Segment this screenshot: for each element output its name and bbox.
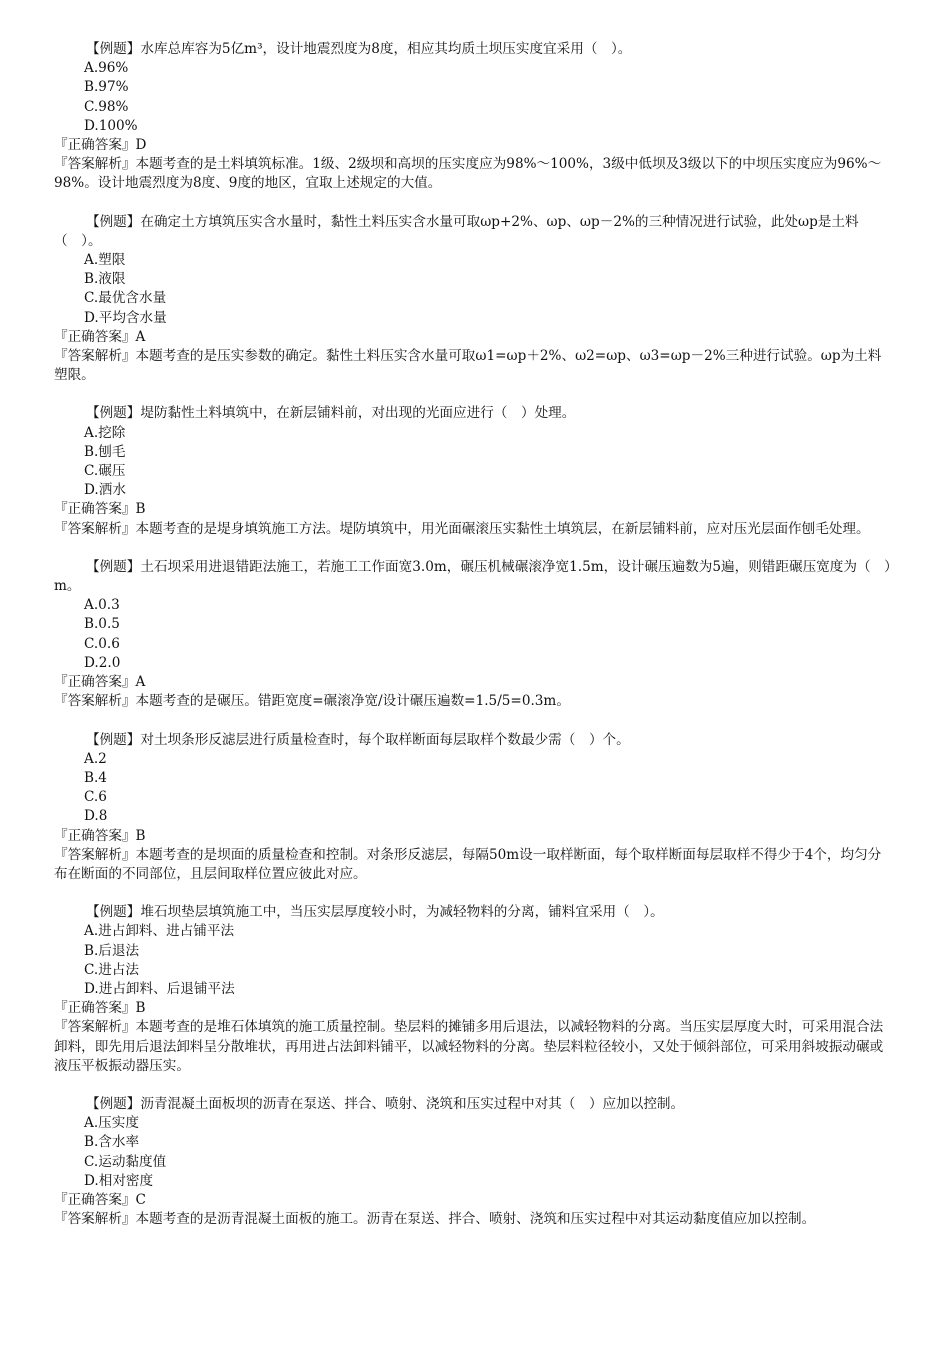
option-d: D.进占卸料、后退铺平法 xyxy=(84,980,235,997)
option-a: A.2 xyxy=(84,750,107,767)
option-a: A.96% xyxy=(84,60,129,77)
question-stem: 【例题】堆石坝垫层填筑施工中，当压实层厚度较小时，为减轻物料的分离，铺料宜采用（ ）。 xyxy=(86,904,664,921)
correct-answer: 『正确答案』B xyxy=(54,1000,146,1017)
option-d: D.相对密度 xyxy=(84,1172,154,1189)
option-d: D.8 xyxy=(84,808,108,825)
question-block-3 xyxy=(54,404,894,538)
question-stem: 【例题】在确定土方填筑压实含水量时，黏性土料压实含水量可取ωp+2%、ωp、ωp－2%的三种情况进行试验，此处ωp是土料（ ）。 xyxy=(54,213,859,249)
correct-answer: 『正确答案』A xyxy=(54,328,146,345)
question-block-5 xyxy=(54,731,894,885)
correct-answer: 『正确答案』D xyxy=(54,137,147,154)
question-block-2 xyxy=(54,213,894,386)
correct-answer: 『正确答案』A xyxy=(54,674,146,691)
correct-answer: 『正确答案』C xyxy=(54,1191,146,1208)
option-d: D.2.0 xyxy=(84,654,121,671)
answer-analysis: 『答案解析』本题考查的是土料填筑标准。1级、2级坝和高坝的压实度应为98%～100%，3级中低坝及3级以下的中坝压实度应为96%～98%。设计地震烈度为8度、9度的地区，宜取上述规定的大值。 xyxy=(54,156,882,192)
option-b: B.刨毛 xyxy=(84,443,126,460)
answer-analysis: 『答案解析』本题考查的是堤身填筑施工方法。堤防填筑中，用光面碾滚压实黏性土填筑层，在新层铺料前，应对压光层面作刨毛处理。 xyxy=(54,520,870,537)
correct-answer: 『正确答案』B xyxy=(54,827,146,844)
correct-answer: 『正确答案』B xyxy=(54,501,146,518)
option-b: B.液限 xyxy=(84,271,126,288)
question-stem: 【例题】堤防黏性土料填筑中，在新层铺料前，对出现的光面应进行（ ）处理。 xyxy=(86,405,576,422)
option-d: D.100% xyxy=(84,117,138,134)
option-b: B.97% xyxy=(84,79,129,96)
answer-analysis: 『答案解析』本题考查的是压实参数的确定。黏性土料压实含水量可取ω1=ωp＋2%、ω2=ωp、ω3=ωp－2%三种进行试验。ωp为土料塑限。 xyxy=(54,348,882,384)
option-c: C.98% xyxy=(84,98,129,115)
question-stem: 【例题】沥青混凝土面板坝的沥青在泵送、拌合、喷射、浇筑和压实过程中对其（ ）应加以控制。 xyxy=(86,1095,685,1112)
option-c: C.最优含水量 xyxy=(84,290,167,307)
answer-analysis: 『答案解析』本题考查的是堆石体填筑的施工质量控制。垫层料的摊铺多用后退法，以减轻物料的分离。当压实层厚度大时，可采用混合法卸料，即先用后退法卸料呈分散堆状，再用进占法卸料铺平，以减轻物料的分离。垫层料粒径较小，又处于倾斜部位，可采用斜坡振动碾或液压平板振动器压实。 xyxy=(54,1019,884,1074)
answer-analysis: 『答案解析』本题考查的是沥青混凝土面板的施工。沥青在泵送、拌合、喷射、浇筑和压实过程中对其运动黏度值应加以控制。 xyxy=(54,1211,816,1228)
option-c: C.运动黏度值 xyxy=(84,1153,167,1170)
question-stem: 【例题】对土坝条形反滤层进行质量检查时，每个取样断面每层取样个数最少需（ ）个。 xyxy=(86,731,630,748)
question-stem: 【例题】水库总库容为5亿m³，设计地震烈度为8度，相应其均质土坝压实度宜采用（ ）。 xyxy=(86,41,632,57)
option-c: C.0.6 xyxy=(84,635,120,652)
option-a: A.塑限 xyxy=(84,252,126,269)
answer-analysis: 『答案解析』本题考查的是坝面的质量检查和控制。对条形反滤层，每隔50m设一取样断面，每个取样断面每层取样不得少于4个，均匀分布在断面的不同部位，且层间取样位置应彼此对应。 xyxy=(54,846,882,882)
question-block-1 xyxy=(54,40,894,194)
option-b: B.4 xyxy=(84,769,107,786)
option-b: B.后退法 xyxy=(84,942,140,959)
option-c: C.进占法 xyxy=(84,961,140,978)
option-a: A.压实度 xyxy=(84,1115,139,1132)
option-b: B.含水率 xyxy=(84,1134,140,1151)
question-stem: 【例题】土石坝采用进退错距法施工，若施工工作面宽3.0m，碾压机械碾滚净宽1.5m，设计碾压遍数为5遍，则错距碾压宽度为（ ）m。 xyxy=(54,558,891,595)
option-c: C.碾压 xyxy=(84,463,126,480)
question-block-6 xyxy=(54,903,894,1076)
option-a: A.进占卸料、进占铺平法 xyxy=(84,923,235,940)
option-a: A.挖除 xyxy=(84,424,126,441)
question-block-7 xyxy=(54,1095,894,1229)
option-b: B.0.5 xyxy=(84,616,120,633)
option-d: D.洒水 xyxy=(84,482,126,499)
option-c: C.6 xyxy=(84,789,107,806)
answer-analysis: 『答案解析』本题考查的是碾压。错距宽度=碾滚净宽/设计碾压遍数=1.5/5=0.3m。 xyxy=(54,693,570,710)
option-d: D.平均含水量 xyxy=(84,309,167,326)
option-a: A.0.3 xyxy=(84,597,120,614)
question-block-4 xyxy=(54,558,894,712)
